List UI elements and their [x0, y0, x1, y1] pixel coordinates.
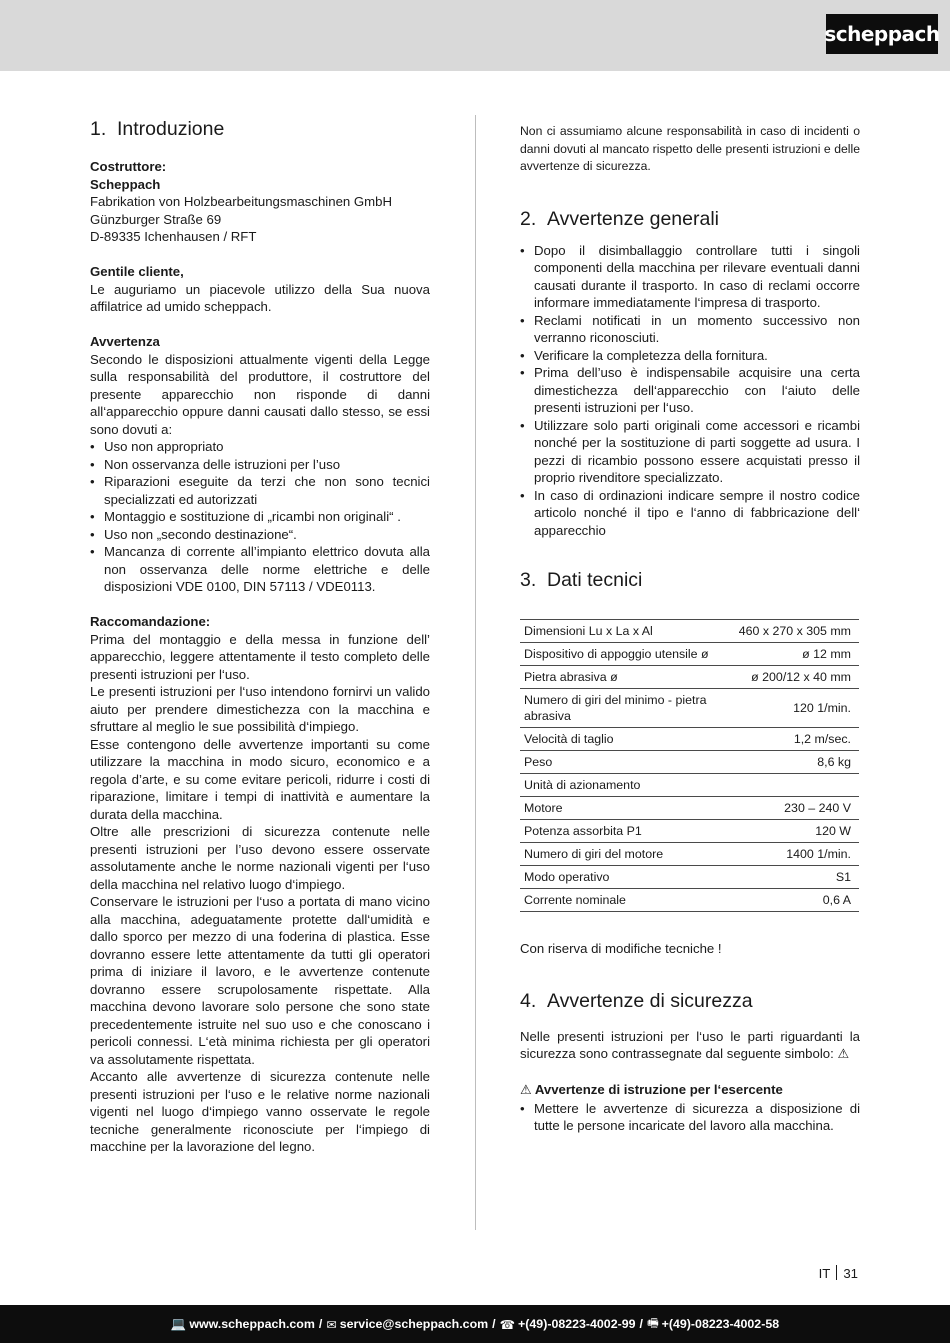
list-item: • Mettere le avvertenze di sicurezza a disposizione di tutte le persone incaricate del lavoro alla macchina. — [520, 1100, 860, 1135]
manufacturer-label: Costruttore: — [90, 159, 167, 174]
greeting-label: Gentile cliente, — [90, 264, 184, 279]
greeting-text: Le auguriamo un piacevole utilizzo della Sua nuova affilatrice ad umido scheppach. — [90, 281, 430, 314]
recommendation-paragraph: Esse contengono delle avvertenze importanti su come utilizzare la macchina in modo sicuro, economico e a regola d’arte, e su come evitare pericoli, ridurre i costi di riparazione, limitare i tempi di inattività e aumentare la durata della macchina. — [90, 736, 430, 822]
table-row — [520, 751, 859, 774]
section-number: 1. — [90, 118, 107, 140]
section-heading-technical-data — [520, 567, 860, 593]
spec-label: Potenza assorbita P1 — [524, 824, 642, 838]
table-row — [520, 728, 859, 751]
spec-value: S1 — [835, 870, 851, 884]
spec-label: Dispositivo di appoggio utensile ø — [524, 647, 709, 661]
envelope-icon: ✉ — [326, 1316, 337, 1332]
recommendation-paragraph: Oltre alle prescrizioni di sicurezza contenute nelle presenti istruzioni per l’uso devono essere osservate assolutamente anche le norme nazionali vigenti per l‘uso della macchina nel relativo luogo d‘impiego. — [90, 824, 430, 892]
recommendation-paragraph: Conservare le istruzioni per l‘uso a portata di mano vicino alla macchina, adeguatamente protette dall‘umidità e dallo sporco per mezzo di una foderina di plastica. Esse dovranno essere lette attentamente da tutti gli operatori prima di iniziare il lavoro, e le avvertenze contenute dovranno essere scrupolosamente rispettate. Alla macchina devono lavorare solo persone che sono state precedentemente istruite nel suo uso e che conoscano i pericoli connessi. L‘età minima richiesta per gli operatori va assolutamente rispettata. — [90, 894, 430, 1067]
recommendation-paragraph: Accanto alle avvertenze di sicurezza contenute nelle presenti istruzioni per l‘uso e le relative norme nazionali vigenti nel luogo d‘impiego vanno osservate le regole tecniche generalmente riconosciute per l‘impiego di macchine per la lavorazione del legno. — [90, 1069, 430, 1154]
page-number-divider — [836, 1265, 837, 1280]
header-band — [0, 0, 950, 71]
footer-fax: +(49)-08223-4002-58 — [661, 1317, 780, 1331]
spec-value: 120 1/min. — [793, 701, 851, 715]
footer-separator: / — [492, 1317, 496, 1331]
page-number-value: 31 — [843, 1266, 858, 1281]
list-item: • Montaggio e sostituzione di „ricambi non originali“ . — [90, 508, 430, 526]
warning-list — [90, 438, 430, 596]
warning-text: Secondo le disposizioni attualmente vigenti della Legge sulla responsabilità del produttore, il costruttore del presente apparecchio non risponde di danni all‘apparecchio oppure danni causati dallo stesso, se essi sono dovuti a: — [90, 351, 430, 437]
warning-label: Avvertenza — [90, 334, 160, 349]
brand-logo — [826, 14, 938, 54]
spec-label: Pietra abrasiva ø — [524, 670, 618, 684]
footer-separator: / — [318, 1317, 323, 1331]
right-column — [520, 123, 860, 1135]
footer-email[interactable]: service@scheppach.com — [339, 1317, 489, 1331]
list-item: • Uso non appropriato — [90, 438, 430, 456]
list-item: • Reclami notificati in un momento successivo non verranno riconosciuti. — [520, 312, 860, 347]
footer-phone[interactable]: +(49)-08223-4002-99 — [518, 1317, 636, 1331]
page-language: IT — [818, 1266, 831, 1281]
left-column — [90, 116, 430, 1156]
section-number: 4. — [520, 989, 537, 1012]
section-title: Avvertenze generali — [547, 207, 719, 230]
section-number: 2. — [520, 207, 537, 230]
list-item: • Dopo il disimballaggio controllare tutti i singoli componenti della macchina per rilevare eventuali danni causati durante il trasporto. In caso di reclami occorre informare immediatamente l‘impresa di trasporto. — [520, 242, 860, 312]
list-item: • Mancanza di corrente all’impianto elettrico dovuta alla non osservanza delle norme elettriche e delle disposizioni VDE 0100, DIN 57113 / VDE0113. — [90, 543, 430, 596]
technical-data-table — [520, 619, 859, 912]
spec-value: 460 x 270 x 305 mm — [738, 624, 851, 638]
table-row — [520, 666, 859, 689]
list-item: • Verificare la completezza della fornitura. — [520, 347, 860, 365]
table-row — [520, 843, 859, 866]
safety-intro-text: Nelle presenti istruzioni per l‘uso le parti riguardanti la sicurezza sono contrassegnate dal seguente simbolo: — [520, 1028, 860, 1061]
footer-separator: / — [639, 1317, 643, 1331]
table-row — [520, 620, 859, 643]
list-item: • In caso di ordinazioni indicare sempre il nostro codice articolo nonché il tipo e l‘anno di fabbricazione dell‘ apparecchio — [520, 487, 860, 540]
technical-changes-note: Con riserva di modifiche tecniche ! — [520, 941, 722, 956]
table-row — [520, 820, 859, 843]
footer-bar — [0, 1305, 950, 1343]
spec-value: 8,6 kg — [817, 755, 851, 769]
table-row — [520, 797, 859, 820]
safety-subheading-text: Avvertenze di istruzione per l‘esercente — [534, 1082, 783, 1097]
table-row — [520, 689, 859, 728]
recommendation-paragraph: Le presenti istruzioni per l‘uso intendono fornirvi un valido aiuto per prendere dimestichezza con la macchina e sfruttare al meglio le sue possibilità d‘impiego. — [90, 684, 430, 734]
spec-label: Numero di giri del motore — [524, 847, 664, 861]
list-item: • Uso non „secondo destinazione“. — [90, 526, 430, 544]
table-row — [520, 889, 859, 912]
section-heading-safety-warnings — [520, 988, 860, 1014]
spec-label: Velocità di taglio — [524, 732, 614, 746]
telephone-icon: ☎ — [499, 1316, 516, 1332]
spec-label: Corrente nominale — [524, 893, 626, 907]
page-number — [819, 1265, 858, 1281]
computer-icon: 💻 — [170, 1316, 187, 1331]
liability-text: Non ci assumiamo alcune responsabilità in caso di incidenti o danni dovuti al mancato rispetto delle presenti istruzioni e delle avvertenze di sicurezza. — [520, 124, 860, 173]
warning-triangle-icon: ⚠ — [520, 1083, 532, 1098]
footer-website[interactable]: www.scheppach.com — [189, 1317, 315, 1331]
spec-value: 0,6 A — [822, 893, 851, 907]
table-row — [520, 866, 859, 889]
recommendation-label: Raccomandazione: — [90, 614, 211, 629]
spec-label: Dimensioni Lu x La x Al — [524, 624, 653, 638]
manufacturer-name: Scheppach — [90, 176, 161, 192]
brand-name: scheppach — [824, 22, 940, 46]
spec-value: ø 200/12 x 40 mm — [751, 670, 851, 684]
table-row — [520, 774, 859, 797]
manufacturer-address-line: Günzburger Straße 69 — [90, 211, 222, 227]
spec-label: Modo operativo — [524, 870, 610, 884]
spec-value — [735, 774, 859, 797]
safety-subheading — [520, 1081, 860, 1100]
section-heading-general-warnings — [520, 206, 860, 232]
spec-label: Motore — [524, 801, 563, 815]
manufacturer-address-line: D-89335 Ichenhausen / RFT — [90, 229, 257, 244]
spec-label: Unità di azionamento — [524, 778, 641, 792]
recommendation-paragraph: Prima del montaggio e della messa in funzione dell’ apparecchio, leggere attentamente il testo completo delle presenti istruzioni per l‘uso. — [90, 631, 430, 682]
spec-value: 120 W — [815, 824, 851, 838]
list-item: • Non osservanza delle istruzioni per l’uso — [90, 456, 430, 474]
safety-list — [520, 1100, 860, 1135]
section-title: Introduzione — [117, 118, 225, 140]
list-item: • Prima dell’uso è indispensabile acquisire una certa dimestichezza dell‘apparecchio con l‘aiuto delle presenti istruzioni per l‘uso. — [520, 364, 860, 417]
section-heading-introduction — [90, 116, 430, 142]
fax-icon: 🖷 — [646, 1314, 659, 1330]
spec-value: 1,2 m/sec. — [793, 732, 851, 746]
section-number: 3. — [520, 569, 537, 591]
safety-intro — [520, 1028, 860, 1064]
general-warnings-list — [520, 242, 860, 540]
list-item: • Utilizzare solo parti originali come accessori e ricambi nonché per la sostituzione di parti soggette ad usura. I pezzi di ricambio possono essere acquistati presso il proprio rivenditore specializzato. — [520, 417, 860, 487]
list-item: • Riparazioni eseguite da terzi che non sono tecnici specializzati ed autorizzati — [90, 473, 430, 508]
spec-label: Numero di giri del minimo - pietra abrasiva — [524, 693, 707, 723]
spec-value: 230 – 240 V — [784, 801, 851, 815]
warning-triangle-icon: ⚠ — [837, 1047, 850, 1062]
spec-value: ø 12 mm — [802, 647, 851, 661]
column-divider — [475, 115, 476, 1230]
section-title: Dati tecnici — [547, 569, 643, 591]
table-row — [520, 643, 859, 666]
spec-label: Peso — [524, 755, 553, 769]
section-title: Avvertenze di sicurezza — [547, 989, 753, 1012]
spec-value: 1400 1/min. — [786, 847, 851, 861]
manufacturer-address-line: Fabrikation von Holzbearbeitungsmaschinen GmbH — [90, 194, 392, 209]
